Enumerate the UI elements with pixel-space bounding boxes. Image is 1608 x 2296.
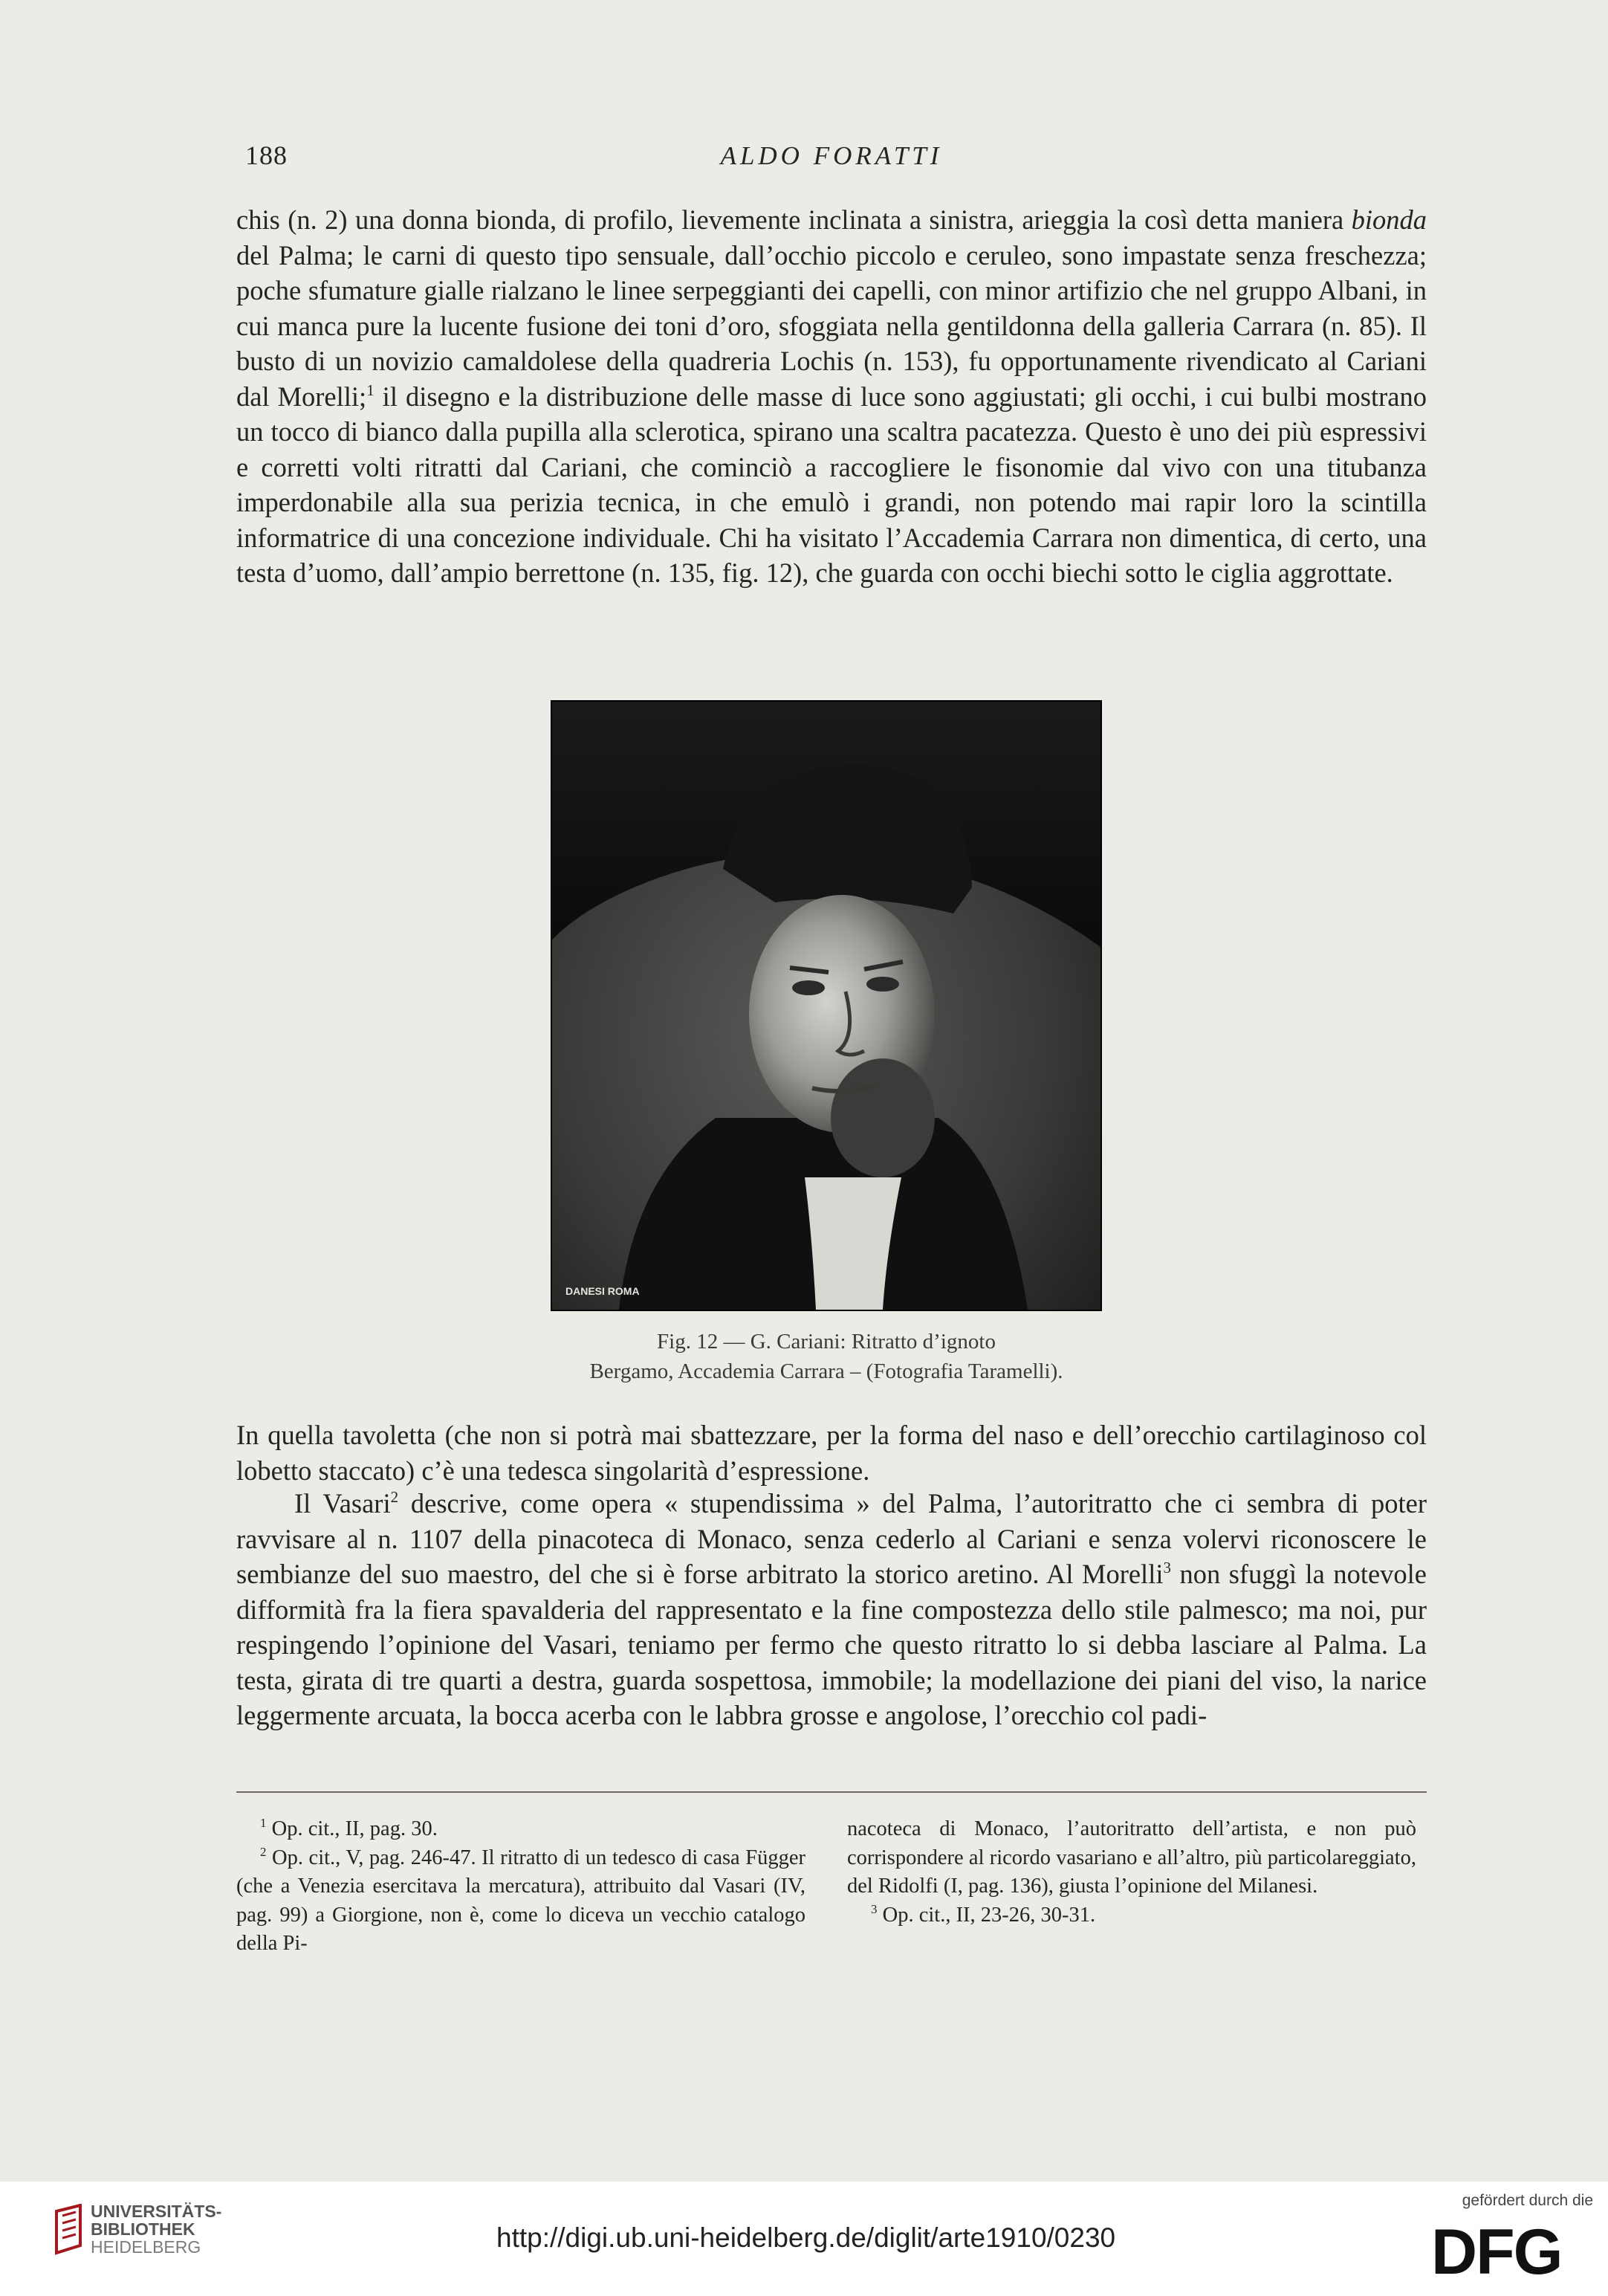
paragraph-2: In quella tavoletta (che non si potrà mai sbattezzare, per la forma del naso e dell’orecchio cartilaginoso col lobetto staccato) c’è una tedesca singolarità d’espressione. bbox=[236, 1420, 1427, 1486]
text-run: del Palma; le carni di questo tipo sensuale, dall’occhio piccolo e ceruleo, sono impastate senza freschezza; poche sfumature gialle rialzano le linee serpeggianti dei capelli, con minor artifizio che nel gruppo Albani, in cui manca pure la lucente fusione dei toni d’oro, sfoggiata nella gentildonna della galleria Carrara (n. 85). Il busto di un novizio camaldolese della quadreria Lochis (n. 153), fu opportunamente rivendicato al Cariani dal Morelli; bbox=[236, 239, 1427, 412]
text-run: descrive, come opera « stupendissima » del Palma, l’autoritratto che ci sembra di poter ravvisare al n. 1107 della pinacoteca di Monaco, senza cederlo al Cariani e senza volervi riconoscere le sembianze del suo maestro, del che si è forse arbitrato la storico aretino. Al Morelli bbox=[236, 1488, 1427, 1589]
paragraph-1 bbox=[236, 202, 1427, 591]
library-name-line: UNIVERSITÄTS- bbox=[91, 2202, 222, 2221]
page-number: 188 bbox=[245, 140, 288, 170]
footnote-text: Op. cit., V, pag. 246-47. Il ritratto di un tedesco di casa Függer (che a Venezia esercitava la mercatura), attribuito dal Vasari (IV, pag. 99) a Giorgione, non è, come lo diceva un vecchio catalogo della Pi- bbox=[236, 1846, 805, 1955]
footnote-ref-2[interactable]: 2 bbox=[390, 1488, 399, 1506]
footnotes-right-column bbox=[847, 1815, 1416, 1930]
footnote-mark: 1 bbox=[260, 1816, 267, 1830]
university-library-name[interactable] bbox=[91, 2202, 221, 2256]
permalink-url[interactable]: http://digi.ub.uni-heidelberg.de/diglit/arte1910/0230 bbox=[496, 2222, 1116, 2253]
footnote-2 bbox=[236, 1844, 805, 1959]
text-run: Il Vasari bbox=[294, 1488, 391, 1519]
funding-label: gefördert durch die bbox=[1462, 2192, 1593, 2209]
portrait-image bbox=[552, 702, 1100, 1310]
portrait-figure bbox=[551, 700, 1102, 1311]
library-name-line: HEIDELBERG bbox=[91, 2237, 201, 2257]
dfg-logo-icon[interactable] bbox=[1431, 2223, 1580, 2283]
text-run: non sfuggì la notevole difformità fra la fiera spavalderia del rappresentato e la fine compostezza dello stile palmesco; ma noi, pur respingendo l’opinione del Vasari, teniamo per fermo che questo ritratto lo si debba lasciare al Palma. La testa, girata di tre quarti a destra, guarda sospettosa, immobile; la modellazione dei piani del viso, la narice leggermente arcuata, la bocca acerba con le labbra grosse e angolose, l’orecchio col padi- bbox=[236, 1559, 1427, 1730]
figure-caption-source: Bergamo, Accademia Carrara – (Fotografia Taramelli). bbox=[589, 1359, 1063, 1383]
footnote-ref-1[interactable]: 1 bbox=[366, 381, 375, 399]
footnote-text: Op. cit., II, pag. 30. bbox=[266, 1817, 438, 1840]
text-run: il disegno e la distribuzione delle masse di luce sono aggiustati; gli occhi, i cui bulbi mostrano un tocco di bianco dalla pupilla alla sclerotica, spirano una scaltra pacatezza. Questo è uno dei più espressivi e corretti volti ritratti dal Cariani, che cominciò a raccogliere le fisonomie dal vivo con una titubanza imperdonabile alla sua perizia tecnica, in che emulò i grandi, non potendo mai rapir loro la scintilla informatrice di una concezione individuale. Chi ha visitato l’Accademia Carrara non dimentica, di certo, una testa d’uomo, dall’ampio berrettone (n. 135, fig. 12), che guarda con occhi biechi sotto le ciglia aggrottate. bbox=[236, 381, 1427, 588]
footnote-2-continued: nacoteca di Monaco, l’autoritratto dell’artista, e non può corrispondere al ricordo vasariano e all’altro, più particolareggiato, del Ridolfi (I, pag. 136), giusta l’opinione del Milanesi. bbox=[847, 1817, 1416, 1898]
footnote-text: Op. cit., II, 23-26, 30-31. bbox=[877, 1903, 1096, 1927]
text-run: chis (n. 2) una donna bionda, di profilo, lievemente inclinata a sinistra, arieggia la così detta maniera bbox=[236, 204, 1352, 235]
university-library-logo-icon[interactable] bbox=[54, 2204, 85, 2257]
footnotes-left-column bbox=[236, 1815, 805, 1959]
figure-caption-title: Fig. 12 — G. Cariani: Ritratto d’ignoto bbox=[657, 1330, 996, 1354]
running-title: ALDO FORATTI bbox=[720, 141, 943, 170]
footnote-1 bbox=[236, 1815, 805, 1844]
library-name-line: BIBLIOTHEK bbox=[91, 2219, 195, 2239]
footnote-rule bbox=[236, 1791, 1427, 1793]
footnote-mark: 2 bbox=[260, 1844, 267, 1859]
footnote-3 bbox=[847, 1901, 1416, 1930]
footnote-ref-3[interactable]: 3 bbox=[1163, 1559, 1171, 1577]
running-head bbox=[236, 140, 1427, 177]
dfg-logo-text: DFG bbox=[1431, 2223, 1562, 2283]
viewer-footer-bar bbox=[0, 2182, 1608, 2296]
paragraph-3 bbox=[236, 1486, 1427, 1733]
italic-term: bionda bbox=[1351, 204, 1427, 235]
footnote-mark: 3 bbox=[871, 1901, 878, 1916]
photographer-signature: DANESI ROMA bbox=[565, 1285, 640, 1297]
